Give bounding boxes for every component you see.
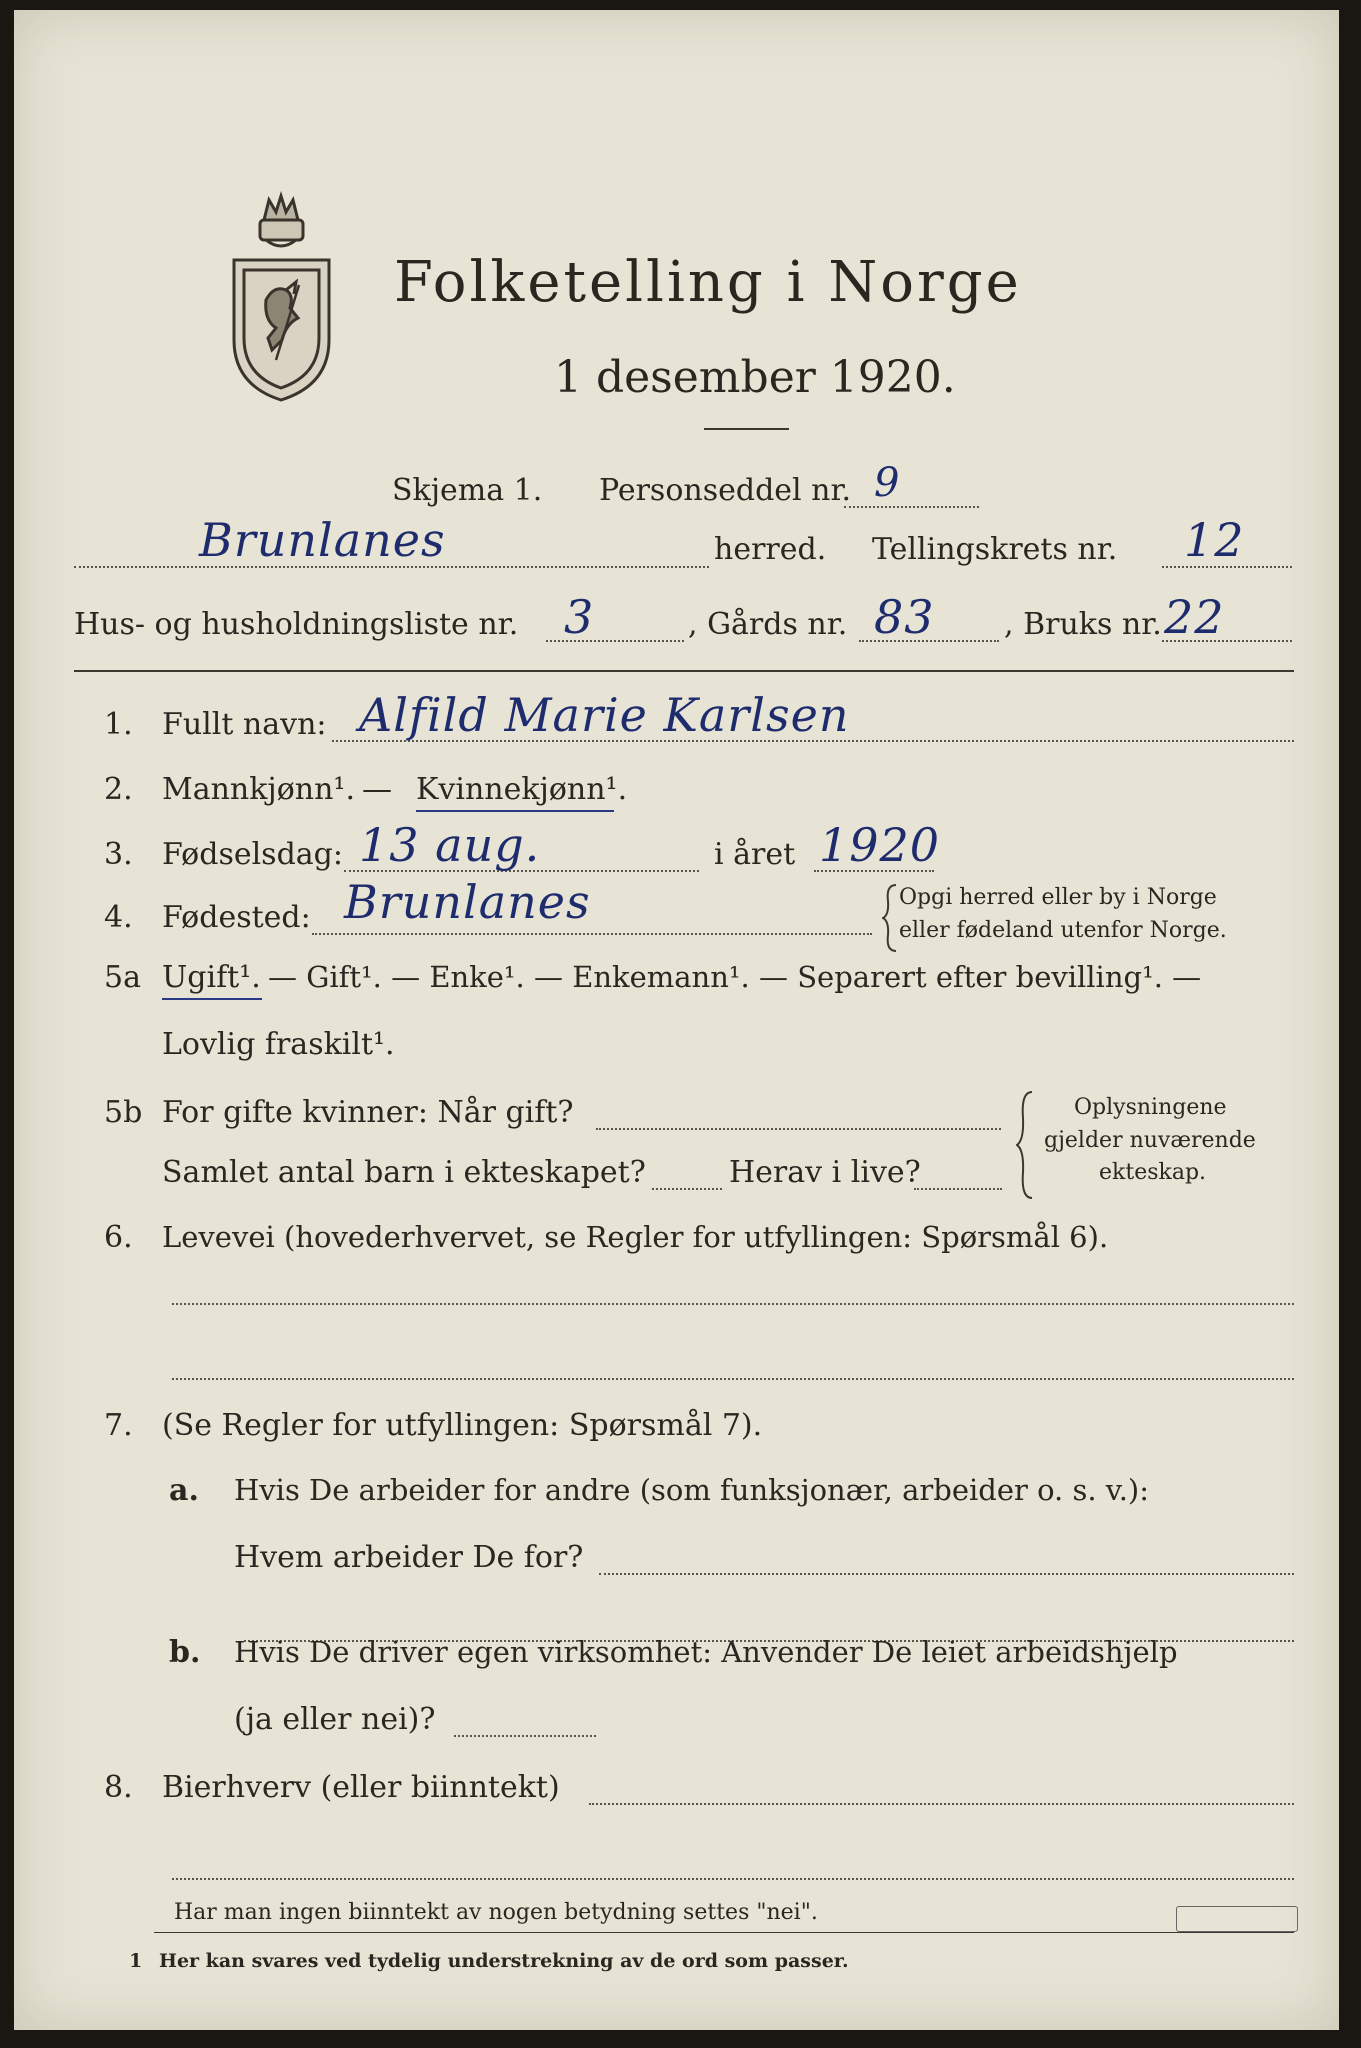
q5b-note-line1: Oplysningene (1074, 1095, 1227, 1120)
q5b-married-line (596, 1128, 1001, 1130)
q7a-label: Hvis De arbeider for andre (som funksjonær, arbeider o. s. v.): (234, 1473, 1150, 1507)
personseddel-line (844, 506, 979, 508)
q3-number: 3. (104, 837, 133, 872)
q2-female-option[interactable]: Kvinnekjønn¹. (416, 772, 628, 807)
note-nei: Har man ingen biinntekt av nogen betydning settes "nei". (174, 1900, 818, 1925)
personseddel-value[interactable]: 9 (874, 460, 901, 506)
hus-value[interactable]: 3 (564, 590, 595, 644)
herred-label: herred. (714, 532, 827, 567)
q4-birthplace-value[interactable]: Brunlanes (344, 875, 591, 929)
q8-label: Bierhverv (eller biinntekt) (162, 1770, 560, 1805)
q3-year-value[interactable]: 1920 (819, 818, 941, 872)
q5b-label: For gifte kvinner: Når gift? (162, 1095, 574, 1130)
tellingskrets-label: Tellingskrets nr. (872, 532, 1118, 567)
herred-value[interactable]: Brunlanes (199, 513, 446, 567)
q5a-lovlig-fraskilt[interactable]: Lovlig fraskilt¹. (162, 1027, 395, 1062)
q5b-children-line (652, 1188, 722, 1190)
q2-female-underline-mark (416, 810, 614, 812)
footnote-mark: 1 (129, 1950, 143, 1972)
footnote-divider (154, 1932, 1294, 1933)
q3-birthday-value[interactable]: 13 aug. (359, 818, 541, 872)
q7b-label: Hvis De driver egen virksomhet: Anvender De leiet arbeidshjelp (234, 1635, 1178, 1669)
q4-number: 4. (104, 900, 133, 935)
gards-label: , Gårds nr. (688, 607, 848, 642)
q2-separator: — (362, 772, 392, 807)
q7a-employer-line (599, 1573, 1294, 1575)
q3-year-label: i året (714, 837, 796, 872)
q6-label: Levevei (hovederhvervet, se Regler for utfyllingen: Spørsmål 6). (162, 1220, 1109, 1254)
q5a-ugift-option[interactable]: Ugift¹. (162, 960, 261, 995)
q4-line (312, 933, 872, 935)
hus-label: Hus- og husholdningsliste nr. (74, 607, 519, 642)
q5a-options-rest[interactable]: — Gift¹. — Enke¹. — Enkemann¹. — Separert efter bevilling¹. — (268, 960, 1202, 994)
q7-number: 7. (104, 1408, 133, 1443)
q6-number: 6. (104, 1220, 133, 1255)
q5b-number: 5b (104, 1095, 143, 1130)
q1-label: Fullt navn: (162, 707, 327, 742)
q8-extra-line (172, 1878, 1294, 1880)
q5a-ugift-underline-mark (162, 998, 262, 1000)
q7-label: (Se Regler for utfyllingen: Spørsmål 7). (162, 1408, 763, 1443)
q4-label: Fødested: (162, 900, 311, 935)
skjema-label: Skjema 1. (392, 473, 543, 508)
q6-answer-line1 (172, 1303, 1294, 1305)
census-date: 1 desember 1920. (554, 352, 956, 403)
q7b-yes-no-label: (ja eller nei)? (234, 1702, 436, 1737)
census-form-sheet (14, 10, 1339, 2030)
printer-stamp-icon (1176, 1906, 1298, 1932)
q7a-letter: a. (169, 1473, 199, 1508)
header-divider (74, 670, 1294, 672)
q4-note-line2: eller fødeland utenfor Norge. (899, 918, 1227, 943)
q1-number: 1. (104, 707, 133, 742)
bruks-value[interactable]: 22 (1164, 590, 1225, 644)
personseddel-label: Personseddel nr. (599, 473, 852, 508)
q5b-note-line2: gjelder nuværende (1044, 1128, 1256, 1153)
q5b-herav-line (914, 1188, 1002, 1190)
q7a-employer-label: Hvem arbeider De for? (234, 1540, 584, 1575)
q5b-herav-label: Herav i live? (729, 1155, 921, 1190)
q8-number: 8. (104, 1770, 133, 1805)
q6-answer-line2 (172, 1378, 1294, 1380)
tellingskrets-value[interactable]: 12 (1184, 513, 1245, 567)
footnote-text: Her kan svares ved tydelig understrekning av de ord som passer. (159, 1950, 849, 1972)
gards-value[interactable]: 83 (874, 590, 935, 644)
q7b-yes-no-line (454, 1735, 596, 1737)
q2-male-option[interactable]: Mannkjønn¹. (162, 772, 355, 807)
q3-label: Fødselsdag: (162, 837, 343, 872)
q2-number: 2. (104, 772, 133, 807)
q5b-note-line3: ekteskap. (1099, 1160, 1207, 1185)
q5a-number: 5a (104, 960, 141, 995)
q7b-letter: b. (169, 1635, 201, 1670)
q1-full-name-value[interactable]: Alfild Marie Karlsen (359, 688, 850, 742)
q8-line (589, 1803, 1294, 1805)
bruks-label: , Bruks nr. (1004, 607, 1162, 642)
q5b-brace-icon (1016, 1090, 1034, 1200)
form-title: Folketelling i Norge (394, 250, 1022, 315)
q4-note-line1: Opgi herred eller by i Norge (899, 885, 1217, 910)
q4-brace-icon (882, 883, 898, 953)
norwegian-coat-of-arms-icon (224, 190, 339, 405)
q5b-children-label: Samlet antal barn i ekteskapet? (162, 1155, 646, 1190)
title-divider (704, 428, 789, 430)
